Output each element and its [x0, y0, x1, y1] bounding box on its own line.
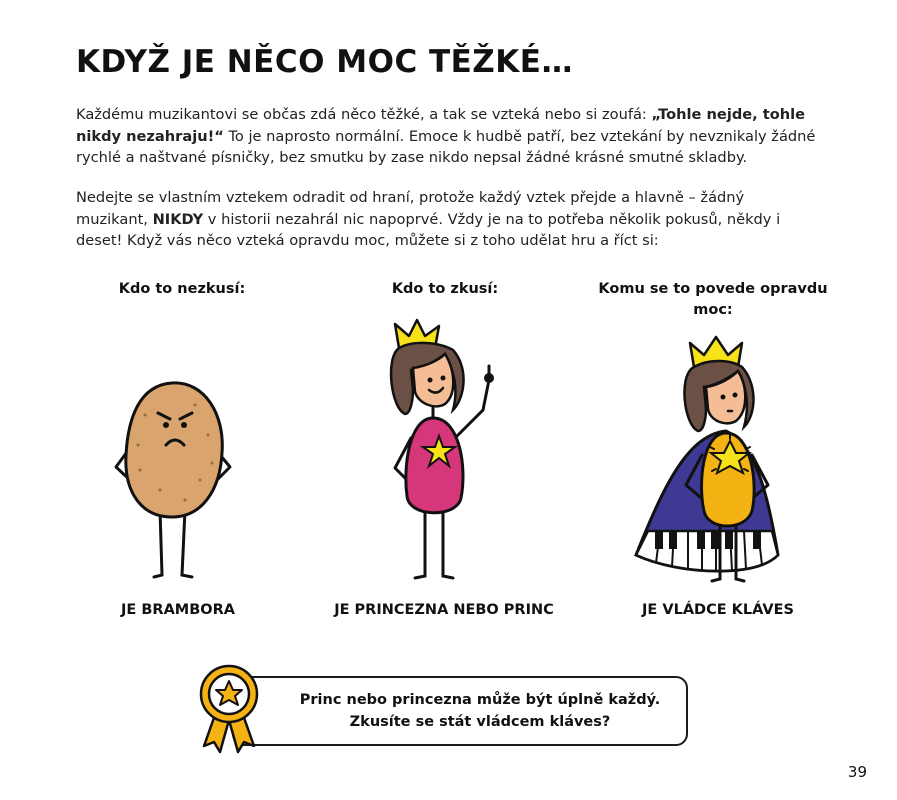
second-paragraph [76, 187, 816, 252]
intro-paragraph [76, 104, 816, 169]
column-heading-ruler: Komu se to povede opravdu moc: [598, 281, 828, 318]
potato-icon [100, 375, 260, 585]
column-label-potato: JE BRAMBORA [121, 602, 235, 618]
medal-icon [196, 662, 262, 754]
intro-quote: „Tohle nejde, tohle nikdy nezahraju!“ [76, 106, 806, 145]
column-label-ruler: JE VLÁDCE KLÁVES [642, 602, 794, 618]
princess-icon [385, 318, 515, 583]
intro-text-b: To je naprosto normální. Emoce k hudbě patří, bez vztekání by nevznikaly žádné rychlé a naštvané písničky, bez smutku by zase nikdo nepsal žádné krásné smutné skladby. [76, 127, 816, 166]
second-bold-word: NIKDY [152, 210, 204, 228]
callout-box [232, 676, 688, 746]
second-text-b: v historii nezahrál nic napoprvé. Vždy je na to potřeba několik pokusů, někdy i deset! Když vás něco vzteká opravdu moc, můžete si z toho udělat hru a říct si: [76, 210, 781, 249]
callout-line-2: Zkusíte se stát vládcem kláves? [349, 714, 611, 730]
column-heading-princess: Kdo to zkusí: [391, 281, 499, 297]
column-label-princess: JE PRINCEZNA NEBO PRINC [334, 602, 554, 618]
page-title: KDYŽ JE NĚCO MOC TĚŽKÉ… [76, 44, 573, 80]
second-text-a: Nedejte se vlastním vztekem odradit od hraní, protože každý vztek přejde a hlavně – žádný muzikant, [76, 189, 745, 228]
column-heading-potato: Kdo to nezkusí: [118, 281, 246, 297]
page-number: 39 [847, 763, 867, 781]
keyboard-ruler-icon [628, 335, 788, 587]
callout-line-1: Princ nebo princezna může být úplně každý. [299, 692, 661, 708]
intro-text-a: Každému muzikantovi se občas zdá něco těžké, a tak se vzteká nebo si zoufá: [76, 106, 652, 123]
